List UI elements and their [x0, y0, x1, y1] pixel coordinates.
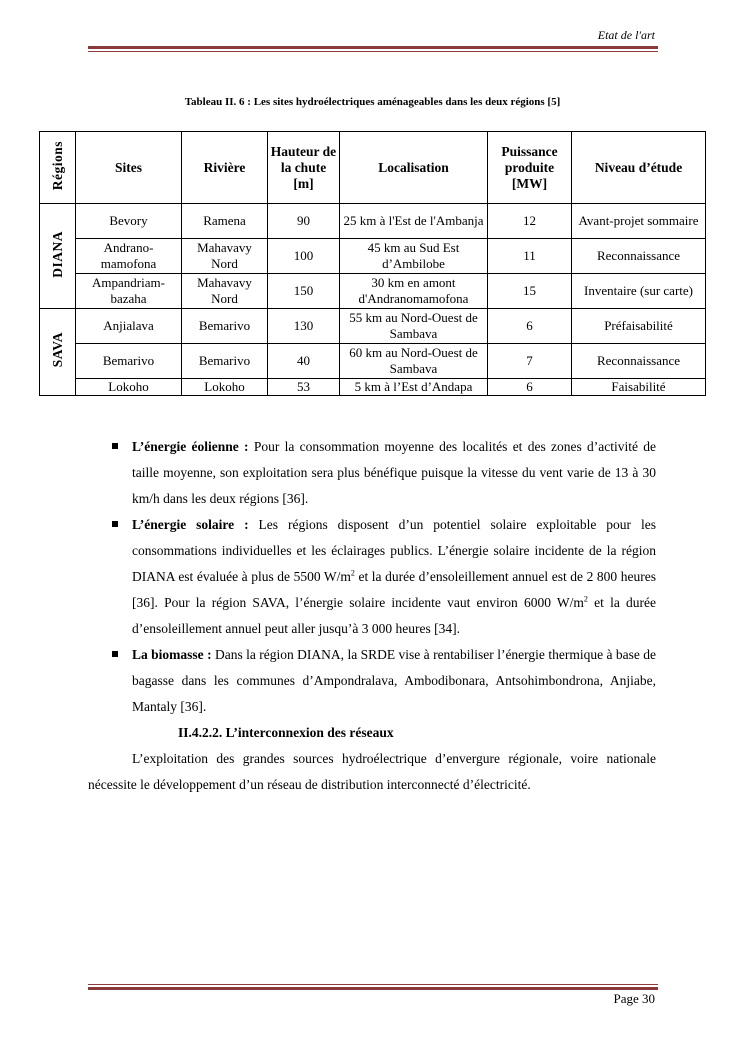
bullet-label: L’énergie solaire : — [132, 517, 249, 532]
bullet-label: La biomasse : — [132, 647, 212, 662]
table-caption: Tableau II. 6 : Les sites hydroélectriques aménageables dans les deux régions [5] — [184, 96, 561, 108]
region-cell-sava: SAVA — [40, 309, 76, 396]
cell-localisation: 45 km au Sud Est d’Ambilobe — [340, 239, 488, 274]
table-row — [40, 274, 706, 309]
table-row — [40, 309, 706, 344]
cell-niveau: Avant-projet sommaire — [572, 204, 706, 239]
cell-hauteur: 40 — [268, 344, 340, 379]
bullet-text: Les régions disposent d’un potentiel solaire exploitable pour les consommations individuelles et les éclairages publics. L’énergie solaire incidente de la région DIANA est évaluée à plus de 5500 W/m — [132, 517, 656, 584]
cell-riviere: Mahavavy Nord — [182, 274, 268, 309]
cell-riviere: Mahavavy Nord — [182, 239, 268, 274]
cell-puissance: 15 — [488, 274, 572, 309]
cell-niveau: Préfaisabilité — [572, 309, 706, 344]
square-bullet-icon — [112, 651, 118, 657]
table-row — [40, 204, 706, 239]
cell-riviere: Bemarivo — [182, 309, 268, 344]
cell-puissance: 11 — [488, 239, 572, 274]
cell-localisation: 60 km au Nord-Ouest de Sambava — [340, 344, 488, 379]
cell-site: Bevory — [76, 204, 182, 239]
cell-localisation: 30 km en amont d'Andranomamofona — [340, 274, 488, 309]
bullet-solaire — [88, 512, 656, 642]
header-riviere: Rivière — [182, 132, 268, 204]
cell-hauteur: 130 — [268, 309, 340, 344]
square-bullet-icon — [112, 521, 118, 527]
cell-puissance: 12 — [488, 204, 572, 239]
header-rule — [88, 46, 658, 52]
superscript: 2 — [583, 594, 588, 604]
region-cell-diana: DIANA — [40, 204, 76, 309]
header-sites: Sites — [76, 132, 182, 204]
section-heading: II.4.2.2. L’interconnexion des réseaux — [178, 725, 394, 740]
cell-site: Lokoho — [76, 379, 182, 396]
cell-localisation: 25 km à l'Est de l'Ambanja — [340, 204, 488, 239]
cell-site: Bemarivo — [76, 344, 182, 379]
cell-localisation: 55 km au Nord-Ouest de Sambava — [340, 309, 488, 344]
superscript: 2 — [350, 568, 355, 578]
table-row — [40, 239, 706, 274]
header-niveau: Niveau d’étude — [572, 132, 706, 204]
header-localisation: Localisation — [340, 132, 488, 204]
cell-niveau: Reconnaissance — [572, 344, 706, 379]
bullet-eolienne — [88, 434, 656, 512]
cell-hauteur: 100 — [268, 239, 340, 274]
hydro-sites-table — [39, 131, 706, 396]
cell-riviere: Bemarivo — [182, 344, 268, 379]
cell-localisation: 5 km à l’Est d’Andapa — [340, 379, 488, 396]
table-row — [40, 379, 706, 396]
header-regions: Régions — [40, 132, 76, 204]
bullet-text: Dans la région DIANA, la SRDE vise à rentabiliser l’énergie thermique à base de bagasse dans les communes d’Ampondralava, Ambodibonara, Antsohimbondrona, Anjiabe, Mantaly [36]. — [132, 647, 656, 714]
cell-riviere: Ramena — [182, 204, 268, 239]
cell-site: Anjialava — [76, 309, 182, 344]
page-number: Page 30 — [613, 991, 655, 1006]
cell-puissance: 6 — [488, 309, 572, 344]
bullet-label: L’énergie éolienne : — [132, 439, 249, 454]
footer-rule — [88, 982, 658, 990]
bullet-biomasse — [88, 642, 656, 720]
bullet-text: Pour la consommation moyenne des localités et des zones d’activité de taille moyenne, son exploitation sera plus bénéfique puisque la vitesse du vent varie de 13 à 30 km/h dans les deux régions [36]. — [132, 439, 656, 506]
running-header: Etat de l'art — [597, 28, 655, 42]
bullet-text: et la durée d’ensoleillement annuel peut aller jusqu’à 3 000 heures [34]. — [132, 595, 656, 636]
cell-niveau: Inventaire (sur carte) — [572, 274, 706, 309]
cell-hauteur: 90 — [268, 204, 340, 239]
cell-hauteur: 53 — [268, 379, 340, 396]
cell-hauteur: 150 — [268, 274, 340, 309]
square-bullet-icon — [112, 443, 118, 449]
cell-puissance: 7 — [488, 344, 572, 379]
cell-site: Andrano-mamofona — [76, 239, 182, 274]
cell-puissance: 6 — [488, 379, 572, 396]
header-hauteur: Hauteur de la chute [m] — [268, 132, 340, 204]
cell-niveau: Faisabilité — [572, 379, 706, 396]
table-row — [40, 344, 706, 379]
body-text — [88, 434, 656, 798]
cell-riviere: Lokoho — [182, 379, 268, 396]
cell-site: Ampandriam-bazaha — [76, 274, 182, 309]
header-puissance: Puissance produite [MW] — [488, 132, 572, 204]
table-header-row — [40, 132, 706, 204]
paragraph: L’exploitation des grandes sources hydroélectrique d’envergure régionale, voire nationale nécessite le développement d’un réseau de distribution interconnecté d’électricité. — [88, 751, 656, 792]
bullet-text: et la durée d’ensoleillement annuel est de 2 800 heures [36]. Pour la région SAVA, l’énergie solaire incidente vaut environ 6000 W/m — [132, 569, 656, 610]
cell-niveau: Reconnaissance — [572, 239, 706, 274]
